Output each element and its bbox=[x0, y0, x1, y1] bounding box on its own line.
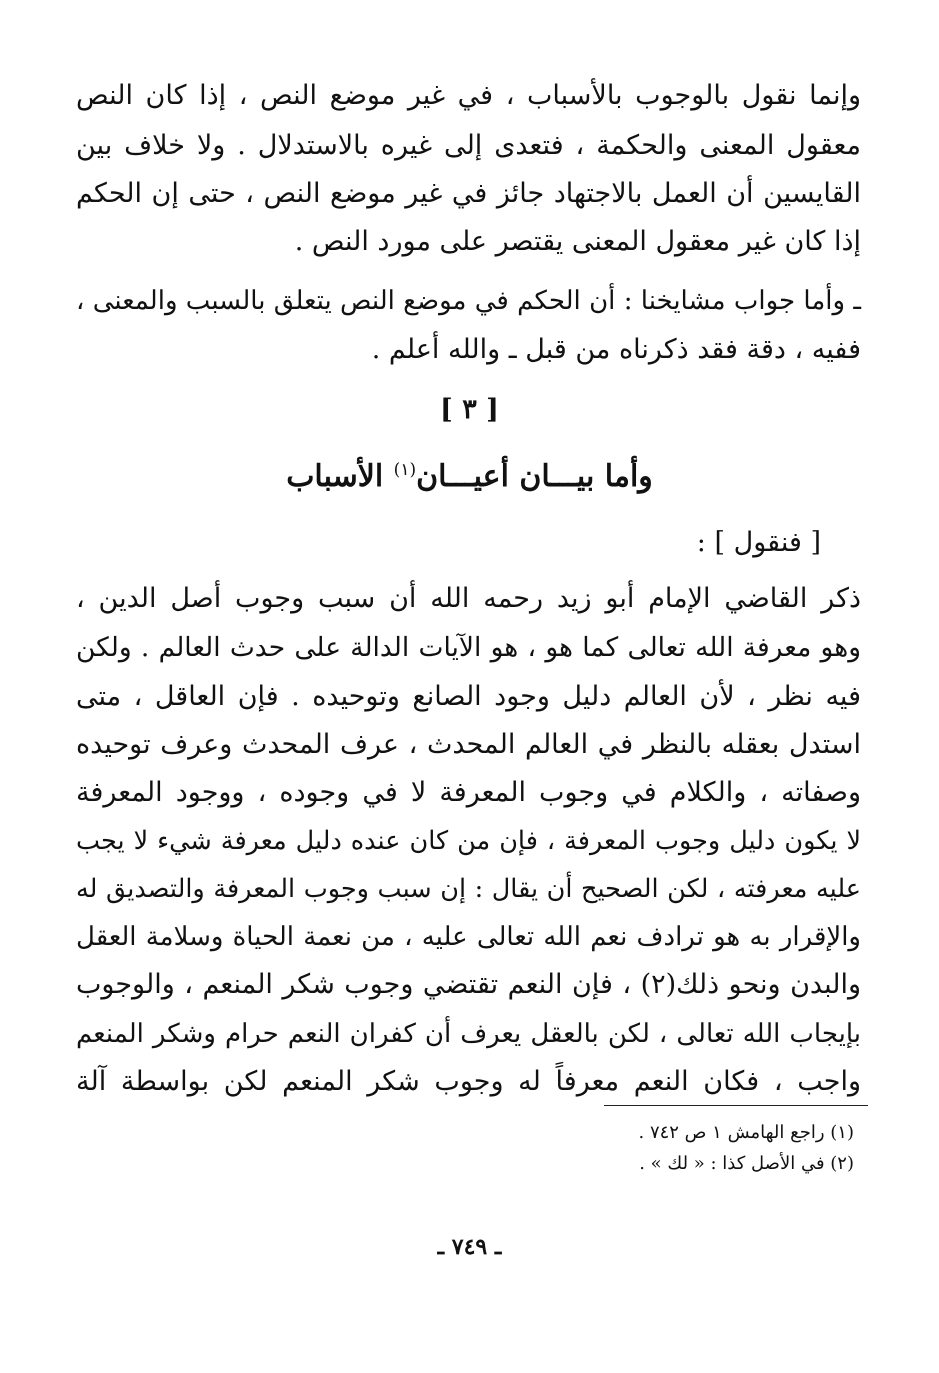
footnote: (٢) في الأصل كذا : « لك » . bbox=[639, 1153, 854, 1174]
text-line: ففيه ، دقة فقد ذكرناه من قبل ـ والله أعلم . bbox=[371, 334, 861, 365]
footnote: (١) راجع الهامش ١ ص ٧٤٢ . bbox=[638, 1122, 854, 1143]
text-line: عليه معرفته ، لكن الصحيح أن يقال : إن سبب وجوب المعرفة والتصديق له bbox=[76, 874, 861, 904]
text-line: والبدن ونحو ذلك(٢) ، فإن النعم تقتضي وجوب شكر المنعم ، والوجوب bbox=[76, 969, 861, 1000]
text-line: القايسين أن العمل بالاجتهاد جائز في غير موضع النص ، حتى إن الحكم bbox=[76, 178, 861, 209]
heading-text: الأسباب bbox=[286, 459, 384, 494]
text-line: وهو معرفة الله تعالى كما هو ، هو الآيات الدالة على حدث العالم . ولكن bbox=[76, 632, 861, 663]
text-line: استدل بعقله بالنظر في العالم المحدث ، عرف المحدث وعرف توحيده bbox=[76, 729, 861, 760]
text-line: واجب ، فكان النعم معرفاً له وجوب شكر المنعم لكن بواسطة آلة bbox=[76, 1066, 861, 1097]
text-line: إذا كان غير معقول المعنى يقتصر على مورد النص . bbox=[294, 226, 861, 257]
text-line: وصفاته ، والكلام في وجوب المعرفة لا في وجوده ، ووجود المعرفة bbox=[76, 777, 861, 808]
section-heading bbox=[0, 450, 939, 497]
text-line: وإنما نقول بالوجوب بالأسباب ، في غير موضع النص ، إذا كان النص bbox=[76, 80, 861, 111]
text-line: بإيجاب الله تعالى ، لكن بالعقل يعرف أن كفران النعم حرام وشكر المنعم bbox=[76, 1019, 861, 1049]
text-line: فيه نظر ، لأن العالم دليل وجود الصانع وتوحيده . فإن العاقل ، متى bbox=[76, 681, 861, 712]
lead-in: [ فنقول ] : bbox=[696, 527, 821, 558]
footnote-divider bbox=[604, 1105, 868, 1106]
text-line: ـ وأما جواب مشايخنا : أن الحكم في موضع النص يتعلق بالسبب والمعنى ، bbox=[76, 286, 861, 316]
section-number: [ ٣ ] bbox=[440, 394, 499, 425]
footnote-ref: (١) bbox=[393, 460, 417, 480]
text-line: والإقرار به هو ترادف نعم الله تعالى عليه ، من نعمة الحياة وسلامة العقل bbox=[76, 922, 861, 952]
page-number: ـ ٧٤٩ ـ bbox=[437, 1234, 502, 1260]
heading-text: وأما بيـــان أعيـــان bbox=[416, 459, 653, 494]
text-line: ذكر القاضي الإمام أبو زيد رحمه الله أن سبب وجوب أصل الدين ، bbox=[76, 583, 861, 614]
text-line: لا يكون دليل وجوب المعرفة ، فإن من كان عنده دليل معرفة شيء لا يجب bbox=[76, 826, 861, 856]
text-line: معقول المعنى والحكمة ، فتعدى إلى غيره بالاستدلال . ولا خلاف بين bbox=[76, 130, 861, 161]
